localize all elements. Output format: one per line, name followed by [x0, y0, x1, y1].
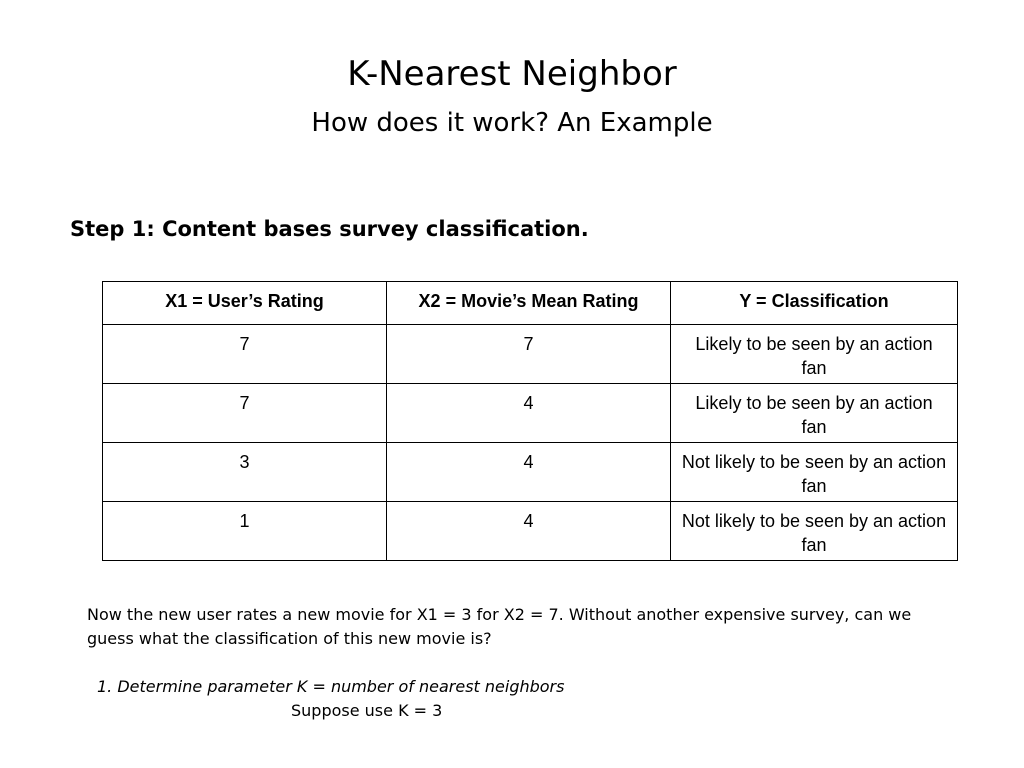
- header-y: Y = Classification: [671, 282, 958, 325]
- header-x2: X2 = Movie’s Mean Rating: [387, 282, 671, 325]
- cell-y: Not likely to be seen by an action fan: [671, 443, 958, 502]
- cell-x1: 1: [103, 502, 387, 561]
- cell-y: Likely to be seen by an action fan: [671, 325, 958, 384]
- cell-y: Not likely to be seen by an action fan: [671, 502, 958, 561]
- cell-y: Likely to be seen by an action fan: [671, 384, 958, 443]
- table-row: [103, 443, 958, 502]
- header-x1: X1 = User’s Rating: [103, 282, 387, 325]
- cell-x1: 7: [103, 325, 387, 384]
- cell-x2: 4: [387, 443, 671, 502]
- classification-table: [102, 281, 958, 561]
- table-row: [103, 502, 958, 561]
- table-row: [103, 325, 958, 384]
- slide-title: K-Nearest Neighbor: [347, 54, 677, 94]
- slide-subtitle: How does it work? An Example: [311, 108, 713, 138]
- table-header-row: [103, 282, 958, 325]
- question-paragraph: Now the new user rates a new movie for X1 = 3 for X2 = 7. Without another expensive survey, can we guess what the classification of this new movie is?: [87, 605, 912, 648]
- step-item-1: 1. Determine parameter K = number of nearest neighbors: [97, 677, 565, 696]
- step-heading: Step 1: Content bases survey classification.: [70, 217, 589, 241]
- table-row: [103, 384, 958, 443]
- cell-x2: 4: [387, 502, 671, 561]
- cell-x1: 7: [103, 384, 387, 443]
- cell-x2: 7: [387, 325, 671, 384]
- cell-x2: 4: [387, 384, 671, 443]
- cell-x1: 3: [103, 443, 387, 502]
- step-detail: Suppose use K = 3: [291, 701, 443, 720]
